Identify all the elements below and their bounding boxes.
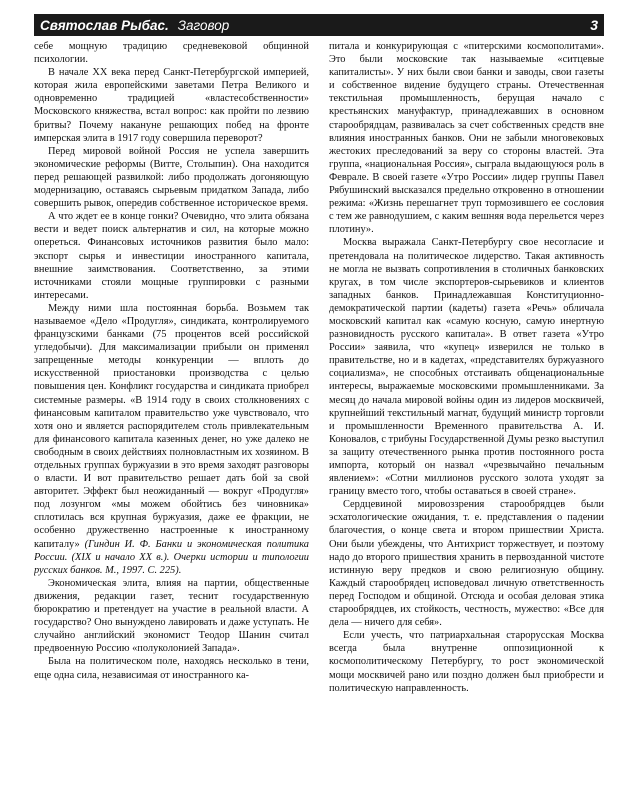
paragraph — [329, 40, 604, 236]
paragraph-text: В начале XX века перед Санкт-Петербургской империей, которая жила европейскими заветами Петра Великого и одновременно традицией «властесобственности» Московского княжества, встал вопрос: как пройти по лезвию бритвы? Почему накануне решающих побед на фронте имперская элита в 1917 году совершила переворот? — [34, 67, 309, 144]
paragraph — [34, 577, 309, 656]
paragraph — [34, 210, 309, 302]
left-column — [34, 40, 309, 792]
paragraph-text: Между ними шла постоянная борьба. Возьмем так называемое «Дело «Продугля», синдиката, контролируемого французскими банками (75 процентов всей российской угледобычи). Для максимализации прибыли он применял запрещенные методы конкуренции — вплоть до искусственной приостановки производства с целью повышения цен. Конфликт государства и синдиката приобрел системные размеры. «В 1914 году в своих столкновениях с финансовым капиталом правительство уже чувствовало, что хотя оно и является распорядителем столь привлекательным для финансового капитала казенных денег, но уже далеко не свободным в своих действиях полновластным их хозяином. В отдельных группах буржуазии в это время заходят разговоры о власти. И вот правительство решает дать бой за свой авторитет. Эффект был неожиданный — вокруг «Продугля» под лозунгом «мы можем обойтись без чиновника» сплотилась вся крупная буржуазия, даже ее фракции, не особенно дружественно настроенные к иностранному капиталу» — [34, 302, 309, 550]
paragraph-text: Экономическая элита, влияя на партии, общественные движения, редакции газет, теснит государственную бюрократию и претендует на участие в реальной власти. А государство? Оно вынуждено лавировать и даже уступать. Не случайно английский экономист Теодор Шанин считал предвоенную Россию «полуколонией Запада». — [34, 577, 309, 655]
paragraph — [329, 629, 604, 694]
header-left — [40, 18, 229, 33]
header-author: Святослав Рыбас. — [40, 17, 169, 33]
paragraph — [34, 655, 309, 681]
citation: (Гиндин И. Ф. Банки и экономическая политика России. (XIX и начало XX в.). Очерки истории и типологии русских банков. М., 1997. С. 225). — [34, 538, 309, 576]
paragraph-text: Если учесть, что патриархальная старорусская Москва всегда была внутренне оппозиционной к космополитическому Петербургу, то рост экономической мощи москвичей рано или поздно должен был приобрести и политическую направленность. — [329, 630, 604, 694]
paragraph-text: Москва выражала Санкт-Петербургу свое несогласие и претендовала на политическое лидерство. Такая активность не могла не вызвать сопротивления в столичных банковских кругах, в том числе экспортеров-сырьевиков и клиентов западных банков. Принадлежавшая Конституционно-демократической партии (кадеты) газета «Речь» обличала московский капитал как «самую косную, самую инертную разновидность русского капитала». В ответ газета «Утро России» заявила, что «купец» изверился не только в правительстве, но и в кадетах, «представителях буржуазного социализма», не способных отстаивать общенациональные интересы, выражаемые московскими промышленниками. За месяц до начала мировой войны один из лидеров москвичей, крупнейший текстильный магнат, будущий министр торговли и промышленности Временного правительства А. И. Коновалов, с трибуны Государственной Думы резко выступил за защиту отечественного рынка против постоянного роста импорта, который он назвал «чрезвычайно печальным явлением»: «Сотни миллионов русского золота уходят за границу вместо того, чтобы оставаться в своей стране». — [329, 237, 604, 498]
paragraph-text: питала и конкурирующая с «питерскими космополитами». Это были московские так называемые «ситцевые капиталисты». У них были свои банки и заводы, свои газеты и собственное видение будущего страны. Отечественная текстильная промышленность, берущая начало с крестьянских мануфактур, принадлежавших в основном старообрядцам, развивалась за счет собственных средств вне влияния иностранных банков. Они не забыли многовековых жестоких преследований за веру со стороны властей. Эта группа, «национальная Россия», сыграла выдающуюся роль в Феврале. В своей газете «Утро России» лидер группы Павел Рябушинский высказался предельно откровенно в отношении режима: «Жизнь перешагнет труп тормозившего ее сословия с тем же равнодушием, с каким вешняя вода перельется через плотину». — [329, 41, 604, 236]
paragraph-text: Была на политическом поле, находясь несколько в тени, еще одна сила, независимая от иностранного ка- — [34, 656, 309, 681]
header-title: Заговор — [177, 17, 230, 33]
paragraph — [329, 498, 604, 629]
paragraph — [329, 236, 604, 498]
paragraph — [34, 302, 309, 577]
paragraph-text: А что ждет ее в конце гонки? Очевидно, что элита обязана вести и ведет поиск альтернатив и сил, на которые можно опереться. Финансовых источников развития было мало: экспорт сырья и инвестиции иностранного капитала, внешние заимствования. Соответственно, за этими источниками стояли мощные группировки с разными интересами. — [34, 211, 309, 301]
right-column — [329, 40, 604, 792]
paragraph-text: Сердцевиной мировоззрения старообрядцев были эсхатологические ожидания, т. е. представления о падении благочестия, о конце света и втором пришествии Христа. Они были убеждены, что Антихрист торжествует, и поэтому надо до второго пришествия хранить в первозданной чистоте истинную веру предков и свою религиозную общину. Каждый старообрядец исповедовал личную ответственность перед Господом и общиной. Отсюда и особая деловая этика старообрядцев, их стойкость, честность, мужество: «Все для дела — ничего для себя». — [329, 499, 604, 629]
paragraph — [34, 40, 309, 66]
page-number: 3 — [590, 17, 598, 33]
paragraph — [34, 145, 309, 210]
paragraph-text: Перед мировой войной Россия не успела завершить экономические реформы (Витте, Столыпин). Она находится перед решающей развилкой: либо продолжать догоняющую модернизацию, оставаясь сырьевым придатком Запада, либо совершить рывок, опередив собственное историческое время. — [34, 145, 309, 210]
running-header — [34, 14, 604, 36]
text-columns — [34, 40, 604, 792]
paragraph — [34, 66, 309, 145]
paragraph-text: себе мощную традицию средневековой общинной психологии. — [34, 41, 309, 66]
